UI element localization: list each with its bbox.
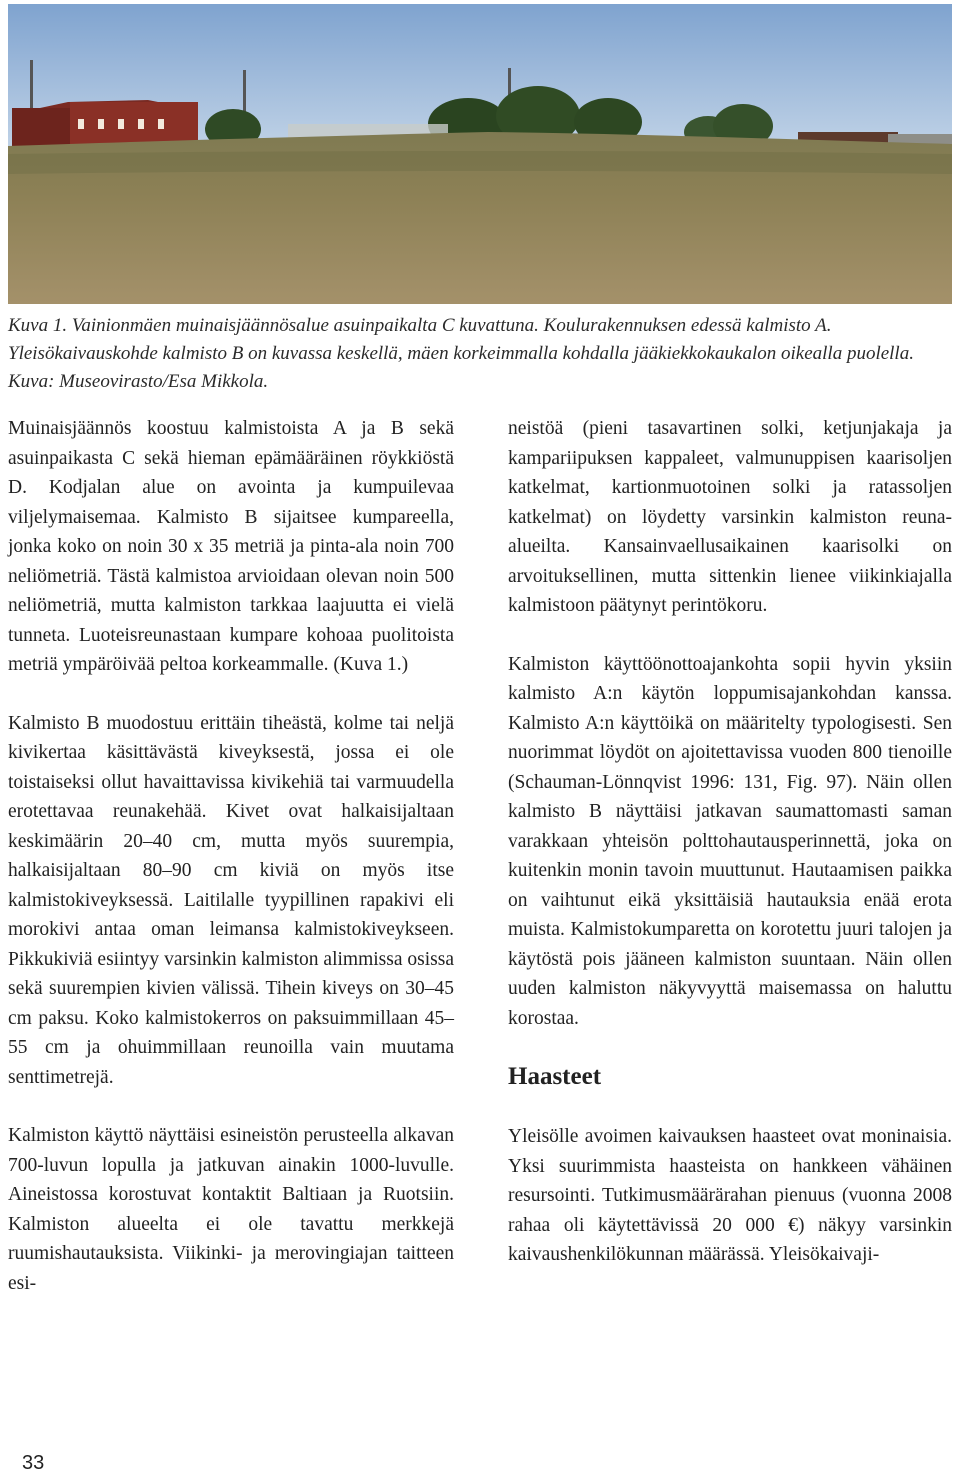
right-column [508, 414, 952, 1299]
figure-caption: Kuva 1. Vainionmäen muinaisjäännösalue asuinpaikalta C kuvattuna. Koulurakennuksen edessä kalmisto A. Yleisökaivauskohde kalmisto B on kuvassa keskellä, mäen korkeimmalla kohdalla jääkiekkokaukalon oikealla puolella. Kuva: Museovirasto/Esa Mikkola. [8, 315, 914, 392]
paragraph: Kalmiston käyttöönottoajankohta sopii hyvin yksiin kalmisto A:n käytön loppumisajankohdan kanssa. Kalmisto A:n käyttöikä on määritelty typologisesti. Sen nuorimmat löydöt on ajoitettavissa vuoden 800 tienoille (Schauman-Lönnqvist 1996: 131, Fig. 97). Näin ollen kalmisto B näyttäisi jatkavan saumattomasti saman varakkaan yhteisön polttohautausperinnettä, joka on kuitenkin monin tavoin muuttunut. Hautaamisen paikka on vaihtunut eikä yksittäisiä hautauksia enää erota muista. Kalmistokumparetta on korotettu juuri talojen ja käytöstä pois jääneen kalmiston suuntaan. Näin ollen uuden kalmiston näkyvyyttä maisemassa on haluttu korostaa. [508, 653, 952, 1029]
paragraph: neistöä (pieni tasavartinen solki, ketjunjakaja ja kampariipuksen kappaleet, valmunuppisen kaarisoljen katkelmat, kartionmuotoinen solki ja ratassoljen katkelmat) on löydetty varsinkin kalmiston reuna-alueilta. Kansainvaellusaikainen kaarisolki on arvoituksellinen, mutta sittenkin lienee viikinkiajalla kalmistoon päätynyt perintökoru. [508, 418, 952, 616]
paragraph: Kalmisto B muodostuu erittäin tiheästä, kolme tai neljä kivikertaa käsittävästä kiveyksestä, jossa ei ole toistaiseksi ollut havaittavissa kivikehiä tai varmuudella erotettavaa reunakehää. Kivet ovat halkaisijaltaan keskimäärin 20–40 cm, mutta myös suurempia, halkaisijaltaan 80–90 cm kiviä on myös itse kalmistokiveyksessä. Laitilalle tyypillinen rapakivi eli morokivi antaa oman leimansa kalmistokiveykseen. Pikkukiviä esiintyy varsinkin kalmiston alimmissa osissa sekä suurempien kivien välissä. Tihein kiveys on 30–45 cm paksu. Koko kalmistokerros on paksuimmillaan 45–55 cm ja ohuimmillaan reunoilla vain muutama senttimetrejä. [8, 712, 454, 1088]
paragraph: Kalmiston käyttö näyttäisi esineistön perusteella alkavan 700-luvun lopulla ja jatkuvan ainakin 1000-luvulle. Aineistossa korostuvat kontaktit Baltiaan ja Ruotsiin. Kalmiston alueelta ei ole tavattu merkkejä ruumishautauksista. Viikinki- ja merovingiajan taitteen esi- [8, 1125, 454, 1294]
paragraph: Yleisölle avoimen kaivauksen haasteet ovat moninaisia. Yksi suurimmista haasteista on hankkeen vähäinen resursointi. Tutkimusmäärärahan pienuus (vuonna 2008 rahaa oli käytettävissä 20 000 €) näkyy varsinkin kaivaushenkilökunnan määrässä. Yleisökaivaji- [508, 1126, 952, 1265]
section-heading: Haasteet [508, 1063, 602, 1090]
left-column [8, 414, 454, 1327]
paragraph: Muinaisjäännös koostuu kalmistoista A ja B sekä asuinpaikasta C sekä hieman epämääräinen röykkiöstä D. Kodjalan alue on avointa ja kumpuilevaa viljelymaisemaa. Kalmisto B sijaitsee kumpareella, jonka koko on noin 30 x 35 metriä ja pinta-ala noin 700 neliömetriä. Tästä kalmistoa arvioidaan olevan noin 500 neliömetriä, mutta kalmiston tarkkaa laajuutta ei vielä tunneta. Luoteisreunastaan kumpare kohoaa puolitoista metriä ympäröivää peltoa korkeammalle. (Kuva 1.) [8, 418, 454, 675]
landscape-photo [8, 4, 952, 304]
landscape-photo-icon [8, 4, 952, 304]
page-number: 33 [22, 1452, 45, 1474]
